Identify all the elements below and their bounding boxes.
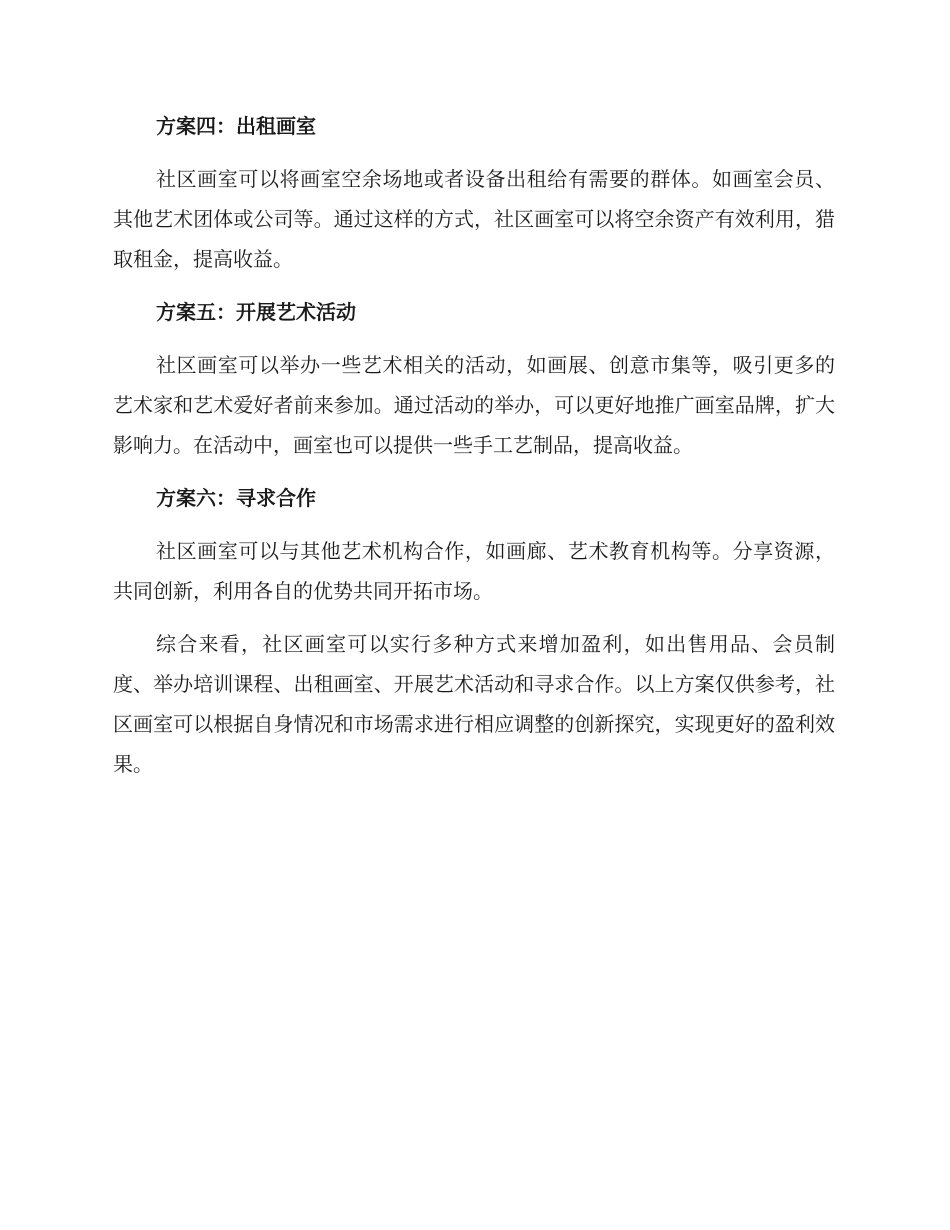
conclusion-paragraph: 综合来看，社区画室可以实行多种方式来增加盈利，如出售用品、会员制度、举办培训课程、出租画室、开展艺术活动和寻求合作。以上方案仅供参考，社区画室可以根据自身情况和市场需求进行相应调整的创新探究，实现更好的盈利效果。: [113, 632, 835, 776]
section-heading-plan-four: 方案四：出租画室: [156, 114, 316, 138]
section-heading-plan-six: 方案六：寻求合作: [156, 486, 316, 510]
document-page: [113, 106, 835, 797]
section-heading-plan-five: 方案五：开展艺术活动: [156, 300, 356, 324]
section-paragraph-plan-six: 社区画室可以与其他艺术机构合作，如画廊、艺术教育机构等。分享资源，共同创新，利用各自的优势共同开拓市场。: [113, 539, 835, 603]
section-paragraph-plan-five: 社区画室可以举办一些艺术相关的活动，如画展、创意市集等，吸引更多的艺术家和艺术爱好者前来参加。通过活动的举办，可以更好地推广画室品牌，扩大影响力。在活动中，画室也可以提供一些手工艺制品，提高收益。: [113, 353, 835, 457]
section-paragraph-plan-four: 社区画室可以将画室空余场地或者设备出租给有需要的群体。如画室会员、其他艺术团体或公司等。通过这样的方式，社区画室可以将空余资产有效利用，猎取租金，提高收益。: [113, 167, 835, 271]
